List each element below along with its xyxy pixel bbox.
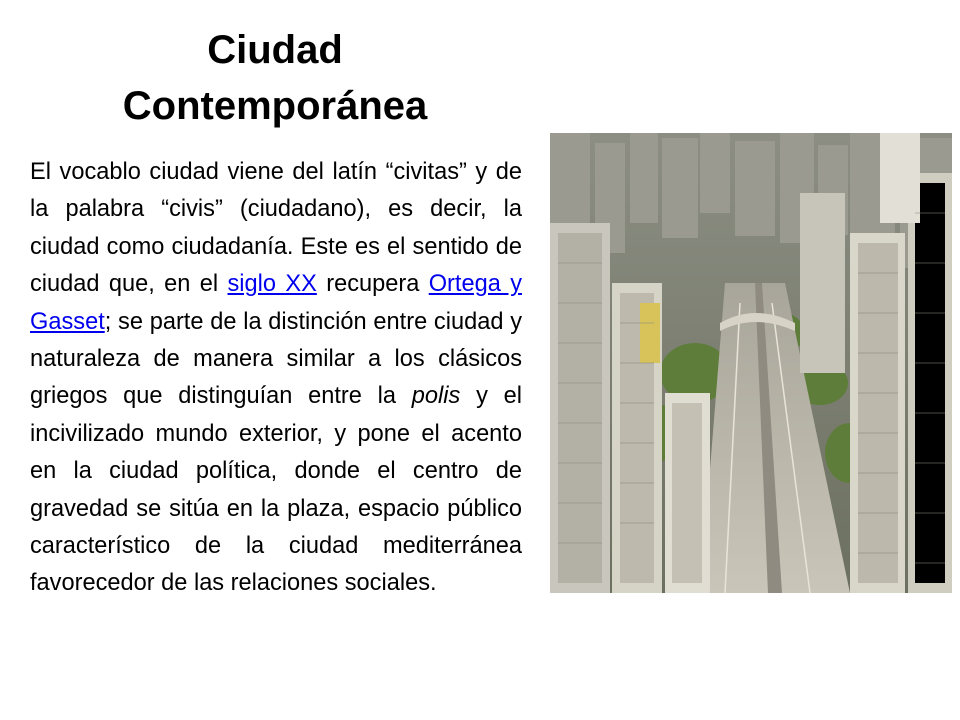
body-paragraph <box>30 154 522 603</box>
aerial-city-photo <box>550 133 952 593</box>
text-segment: El vocablo ciudad viene del latín “civitas” y de la palabra “civis” (ciudadano), es decir, la ciudad como ciudadanía. Este es el sentido de ciudad que, en el <box>30 159 522 298</box>
city-illustration <box>550 133 952 593</box>
title-line-1: Ciudad <box>207 28 343 72</box>
title-line-2: Contemporánea <box>122 84 428 128</box>
text-segment: ; se parte de la distinción entre ciudad y naturaleza de manera similar a los clásicos griegos que distinguían entre la <box>30 308 522 410</box>
text-segment: recupera <box>316 271 429 298</box>
italic-polis: polis <box>411 383 461 410</box>
slide-title <box>30 22 520 134</box>
link-siglo-xx[interactable]: siglo XX <box>227 271 317 298</box>
link-ortega-y-gasset[interactable]: Ortega y Gasset <box>30 271 522 335</box>
text-segment: y el incivilizado mundo exterior, y pone el acento en la ciudad política, donde el centro de gravedad se sitúa en la plaza, espacio público característico de la ciudad mediterránea favorecedor de las relaciones sociales. <box>30 383 522 597</box>
